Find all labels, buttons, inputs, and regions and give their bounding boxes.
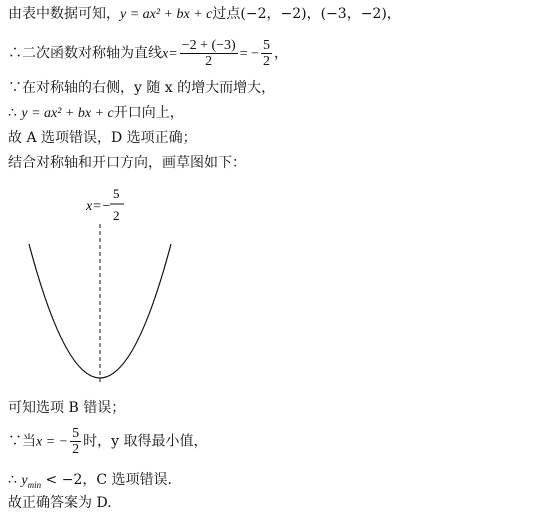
line-4: ∴ y = ax² + bx + c开口向上， <box>8 105 184 121</box>
text: = − <box>239 46 259 62</box>
fraction: $\frac{-2 + (-3)}{2}$ <box>181 38 236 69</box>
line-7: 可知选项 B 错误； <box>8 400 126 416</box>
parabola-sketch <box>0 180 534 390</box>
text: 过点(−2，−2)，(−3，−2)， <box>212 6 401 22</box>
variable: x = − <box>36 434 69 450</box>
line-3: ∵在对称轴的右侧，y 随 x 的增大而增大， <box>8 80 276 96</box>
equation: y = ax² + bx + c <box>120 7 213 22</box>
fraction: $\frac{5}{2}$ <box>262 38 270 69</box>
text: ， <box>273 45 288 62</box>
text: 由表中数据可知， <box>8 6 120 22</box>
variable: x= <box>162 46 178 62</box>
line-9: ∴ $y_{min} < -2$，C 选项错误. <box>8 472 172 490</box>
axis-label-numerator: 5 <box>113 186 120 201</box>
line-5: 故 A 选项错误，D 选项正确； <box>8 130 197 146</box>
fraction: $\frac{5}{2}$ <box>72 426 80 457</box>
variable: y <box>21 473 28 488</box>
line-2 <box>8 38 288 69</box>
equation: y = ax² + bx + c <box>21 106 114 121</box>
line-8: ∵当x = − $\frac{5}{2}$ 时，y 取得最小值， <box>8 426 208 457</box>
line-6: 结合对称轴和开口方向，画草图如下： <box>8 155 246 171</box>
line-10: 故正确答案为 D. <box>8 495 112 511</box>
axis-label: x=− <box>86 199 112 214</box>
text: ∴二次函数对称轴为直线 <box>8 45 162 62</box>
line-1 <box>8 4 401 25</box>
axis-label-denominator: 2 <box>113 208 120 223</box>
